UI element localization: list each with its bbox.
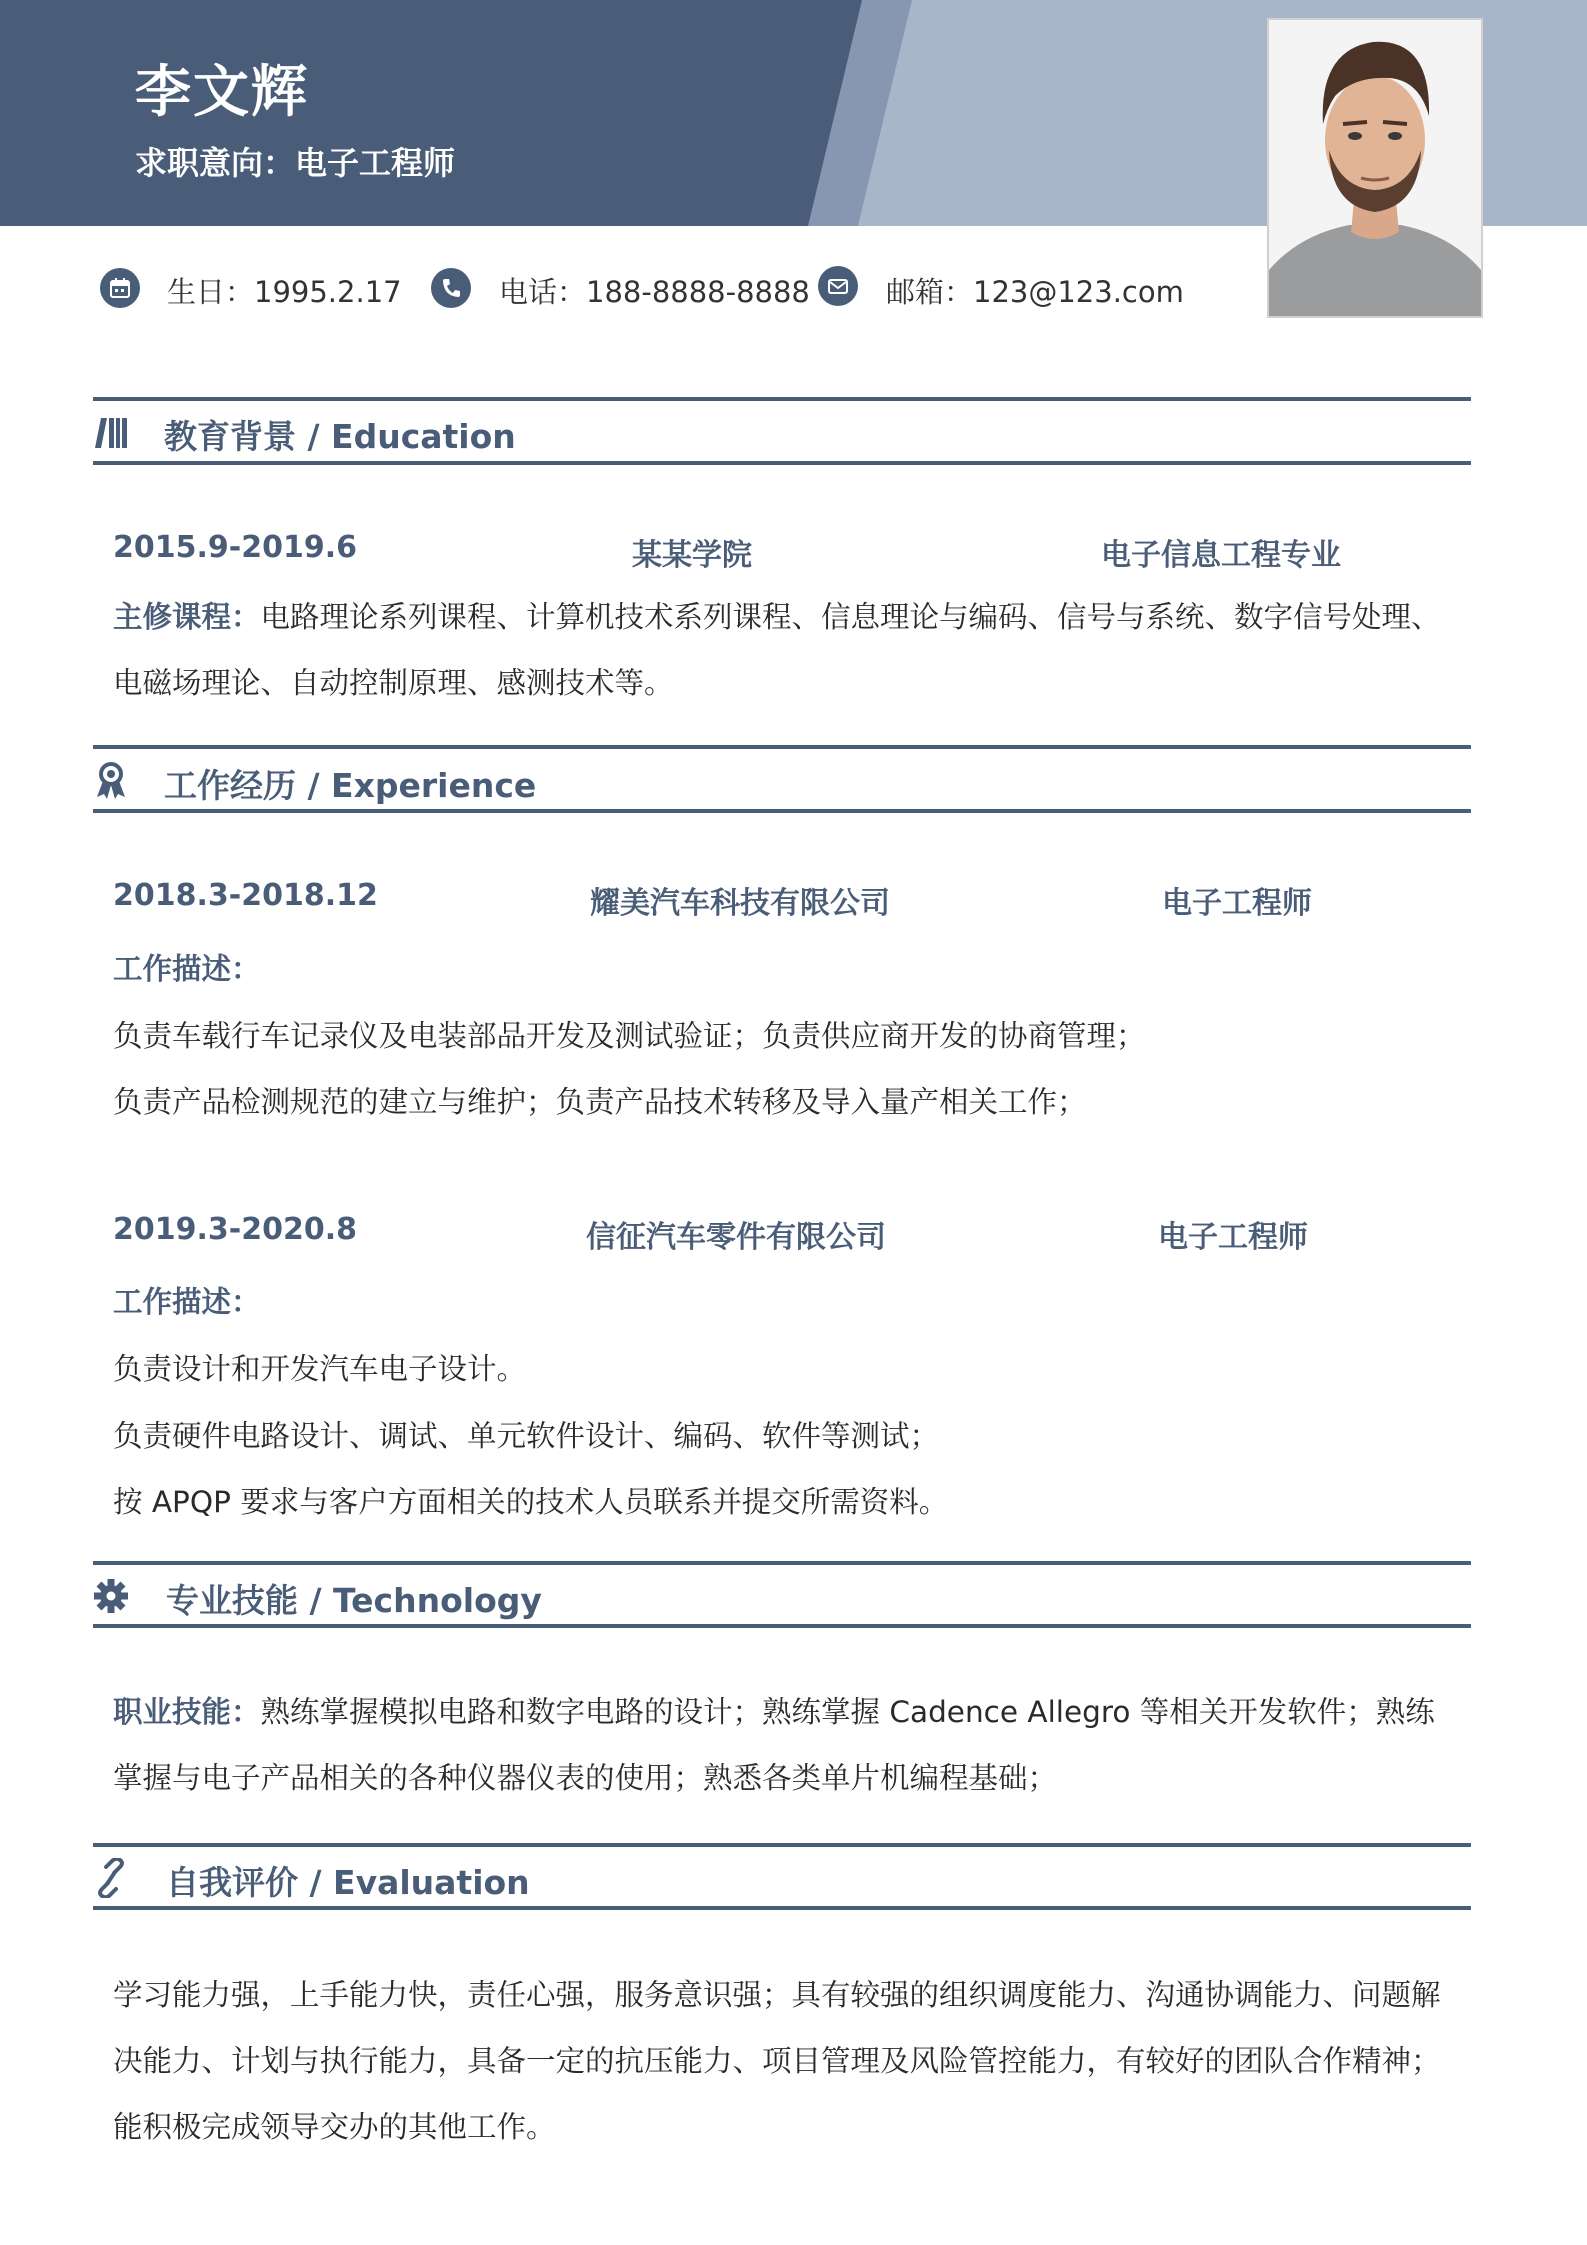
job-desc-line: 负责设计和开发汽车电子设计。 <box>113 1352 527 1386</box>
skills-paragraph <box>113 1679 1458 1811</box>
courses-label: 主修课程： <box>113 600 261 634</box>
section-rule-top <box>93 745 1471 749</box>
job-role: 电子工程师 <box>1158 1220 1308 1255</box>
phone-text: 电话：188-8888-8888 <box>499 275 810 309</box>
section-title-skills: 专业技能 / Technology <box>166 1581 542 1620</box>
section-rule-bottom <box>93 809 1471 813</box>
section-rule-top <box>93 1843 1471 1847</box>
education-date: 2015.9-2019.6 <box>113 530 357 565</box>
section-title-experience: 工作经历 / Experience <box>164 766 537 805</box>
birthday-text: 生日：1995.2.17 <box>167 275 402 309</box>
link-icon <box>93 1858 129 1898</box>
education-courses <box>113 584 1458 716</box>
section-title-evaluation: 自我评价 / Evaluation <box>166 1863 530 1902</box>
award-icon <box>93 761 129 801</box>
candidate-name: 李文辉 <box>135 60 309 125</box>
job-date: 2018.3-2018.12 <box>113 878 378 913</box>
section-rule-top <box>93 397 1471 401</box>
job-role: 电子工程师 <box>1162 886 1312 921</box>
courses-text: 电路理论系列课程、计算机技术系列课程、信息理论与编码、信号与系统、数字信号处理、电磁场理论、自动控制原理、感测技术等。 <box>113 600 1441 700</box>
gear-icon <box>93 1576 129 1616</box>
calendar-icon <box>100 268 140 308</box>
books-icon <box>93 412 129 452</box>
section-rule-bottom <box>93 461 1471 465</box>
phone-icon <box>431 268 471 308</box>
job-desc-line: 负责车载行车记录仪及电装部品开发及测试验证；负责供应商开发的协商管理； <box>113 1019 1146 1053</box>
section-title-education: 教育背景 / Education <box>164 417 516 456</box>
job-desc-label: 工作描述： <box>113 952 261 986</box>
education-major: 电子信息工程专业 <box>1101 538 1341 573</box>
mail-icon <box>818 266 858 306</box>
section-rule-top <box>93 1561 1471 1565</box>
job-desc-line: 按 APQP 要求与客户方面相关的技术人员联系并提交所需资料。 <box>113 1485 949 1519</box>
evaluation-text: 学习能力强，上手能力快，责任心强，服务意识强；具有较强的组织调度能力、沟通协调能力、问题解决能力、计划与执行能力，具备一定的抗压能力、项目管理及风险管控能力，有较好的团队合作精神；能积极完成领导交办的其他工作。 <box>113 1978 1441 2144</box>
job-company: 信征汽车零件有限公司 <box>586 1220 886 1255</box>
skills-text: 熟练掌握模拟电路和数字电路的设计；熟练掌握 Cadence Allegro 等相关开发软件；熟练掌握与电子产品相关的各种仪器仪表的使用；熟悉各类单片机编程基础； <box>113 1695 1435 1795</box>
job-desc-label: 工作描述： <box>113 1285 261 1319</box>
job-objective: 求职意向：电子工程师 <box>135 144 456 182</box>
section-rule-bottom <box>93 1624 1471 1628</box>
section-rule-bottom <box>93 1906 1471 1910</box>
job-date: 2019.3-2020.8 <box>113 1212 357 1247</box>
email-text: 邮箱：123@123.com <box>886 275 1184 309</box>
skills-label: 职业技能： <box>113 1695 261 1729</box>
education-school: 某某学院 <box>632 538 752 573</box>
profile-photo <box>1267 18 1483 318</box>
job-company: 耀美汽车科技有限公司 <box>590 886 890 921</box>
job-desc-line: 负责硬件电路设计、调试、单元软件设计、编码、软件等测试； <box>113 1419 940 1453</box>
job-desc-line: 负责产品检测规范的建立与维护；负责产品技术转移及导入量产相关工作； <box>113 1085 1087 1119</box>
